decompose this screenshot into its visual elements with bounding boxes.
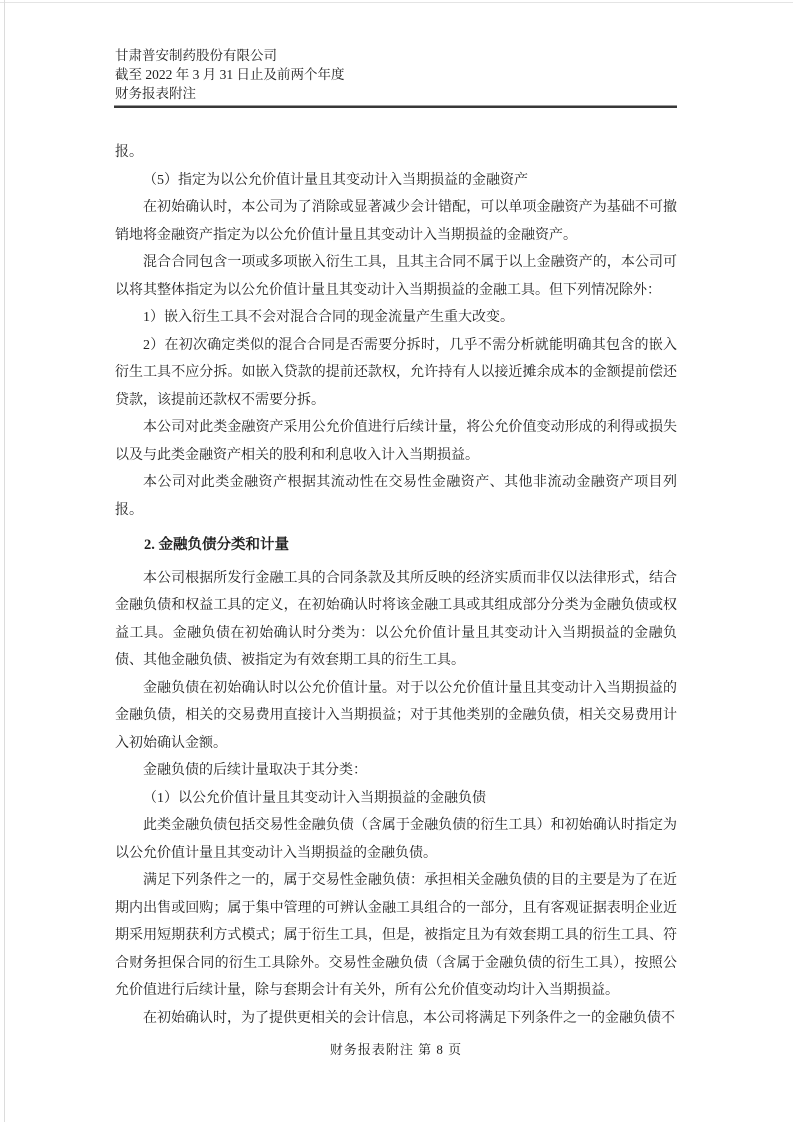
paragraph: （5）指定为以公允价值计量且其变动计入当期损益的金融资产 xyxy=(143,172,528,188)
page-top-edge-line xyxy=(0,2,793,3)
page-header xyxy=(115,46,677,103)
notes-body xyxy=(115,139,677,1032)
paragraph: 满足下列条件之一的，属于交易性金融负债：承担相关金融负债的目的主要是为了在近期内出售或回购；属于集中管理的可辨认金融工具组合的一部分，且有客观证据表明企业近期采用短期获利方式模式；属于衍生工具，但是，被指定且为有效套期工具的衍生工具、符合财务担保合同的衍生工具除外。交易性金融负债（含属于金融负债的衍生工具），按照公允价值进行后续计量，除与套期会计有关外，所有公允价值变动均计入当期损益。 xyxy=(115,873,677,998)
paragraph: 本公司对此类金融资产根据其流动性在交易性金融资产、其他非流动金融资产项目列报。 xyxy=(115,475,677,518)
paragraph: 混合合同包含一项或多项嵌入衍生工具，且其主合同不属于以上金融资产的，本公司可以将其整体指定为以公允价值计量且其变动计入当期损益的金融工具。但下列情况除外： xyxy=(115,255,677,298)
page-footer xyxy=(115,1039,677,1058)
page-left-edge-line xyxy=(4,0,5,1122)
paragraph: 金融负债在初始确认时以公允价值计量。对于以公允价值计量且其变动计入当期损益的金融负债，相关的交易费用直接计入当期损益；对于其他类别的金融负债，相关交易费用计入初始确认金额。 xyxy=(115,680,677,751)
paragraph: 1）嵌入衍生工具不会对混合合同的现金流量产生重大改变。 xyxy=(143,310,514,325)
paragraph: 金融负债的后续计量取决于其分类： xyxy=(143,763,367,778)
paragraph: 在初始确认时，为了提供更相关的会计信息，本公司将满足下列条件之一的金融负债不 xyxy=(143,1010,675,1026)
document-title: 财务报表附注 xyxy=(115,86,196,101)
company-name: 甘肃普安制药股份有限公司 xyxy=(115,48,277,63)
paragraph: 报。 xyxy=(115,145,143,160)
paragraph: 在初始确认时，本公司为了消除或显著减少会计错配，可以单项金融资产为基础不可撤销地将金融资产指定为以公允价值计量且其变动计入当期损益的金融资产。 xyxy=(115,200,677,243)
header-rule xyxy=(114,105,677,108)
paragraph: 本公司对此类金融资产采用公允价值进行后续计量，将公允价值变动形成的利得或损失以及与此类金融资产相关的股利和利息收入计入当期损益。 xyxy=(115,420,677,463)
report-period: 截至 2022 年 3 月 31 日止及前两个年度 xyxy=(115,67,345,82)
paragraph: （1）以公允价值计量且其变动计入当期损益的金融负债 xyxy=(143,790,486,806)
section-heading: 2. 金融负债分类和计量 xyxy=(144,537,289,553)
paragraph: 2）在初次确定类似的混合合同是否需要分拆时，几乎不需分析就能明确其包含的嵌入衍生工具不应分拆。如嵌入贷款的提前还款权，允许持有人以接近摊余成本的金额提前偿还贷款，该提前还款权不需要分拆。 xyxy=(115,337,677,408)
paragraph: 此类金融负债包括交易性金融负债（含属于金融负债的衍生工具）和初始确认时指定为以公允价值计量且其变动计入当期损益的金融负债。 xyxy=(115,818,677,861)
paragraph: 本公司根据所发行金融工具的合同条款及其所反映的经济实质而非仅以法律形式，结合金融负债和权益工具的定义，在初始确认时将该金融工具或其组成部分分类为金融负债或权益工具。金融负债在初始确认时分类为：以公允价值计量且其变动计入当期损益的金融负债、其他金融负债、被指定为有效套期工具的衍生工具。 xyxy=(115,570,677,668)
footer-page-label: 财务报表附注 第 8 页 xyxy=(329,1042,463,1057)
